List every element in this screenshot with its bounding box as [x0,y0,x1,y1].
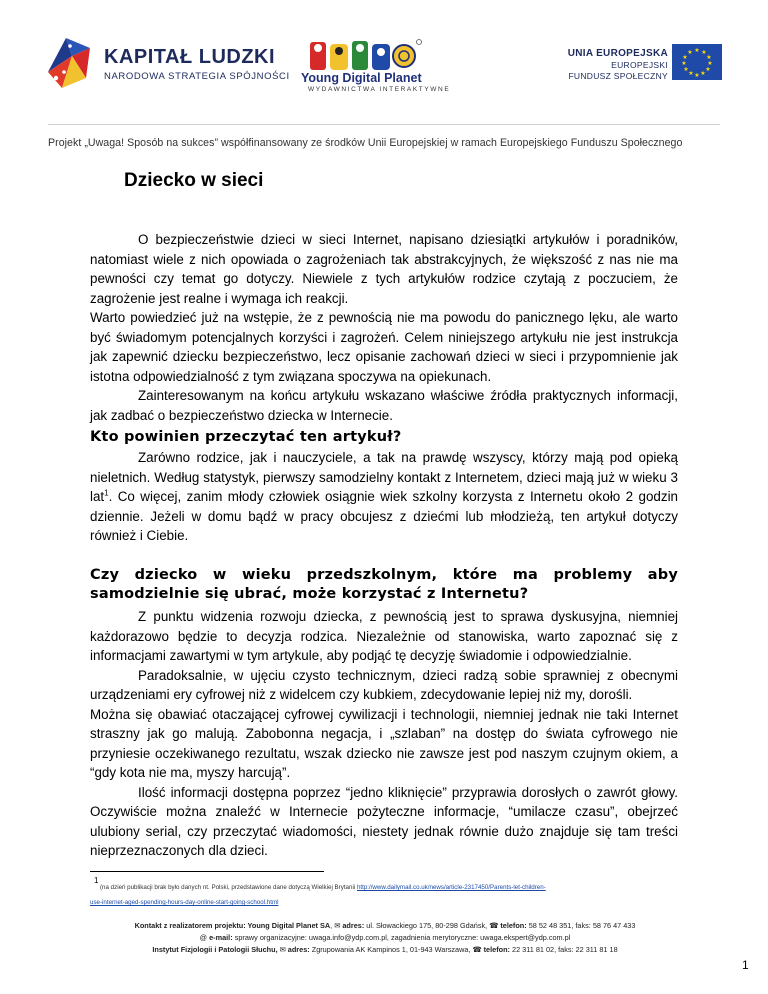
section-1-text [90,448,678,546]
svg-text:★: ★ [682,54,688,61]
eu-flag-icon [672,44,722,80]
ydp-logo-name: Young Digital Planet [301,71,422,85]
project-funding-line: Projekt „Uwaga! Sposób na sukces” współfinansowany ze środków Unii Europejskiej w ramach Europejskiego Funduszu Społecznego [48,137,683,149]
contact-address-label: adres: [342,921,365,930]
intro-text [90,230,678,425]
ydp-logo-tagline: WYDAWNICTWA INTERAKTYWNE [308,86,451,93]
phone-icon: ☎ [489,921,499,930]
contact-institute-phone-label: telefon: [483,945,510,954]
footnote-divider [90,871,324,872]
phone-icon: ☎ [472,945,482,954]
svg-text:★: ★ [694,72,700,79]
contact-email: sprawy organizacyjne: uwaga.info@ydp.com.pl, zagadnienia merytoryczne: uwaga.ekspert@ydp.com.pl [234,933,571,942]
section-2-paragraph-4: Ilość informacji dostępna poprzez “jedno kliknięcie” przyprawia dorosłych o zawrót głowy. Oczywiście można znaleźć w Internecie pożyteczne informacje, “umilacze czasu”, obejrzeć ulubiony serial, czy przeczytać wiadomości, niestety jednak równie dużo znajduje się tam treści nieprzeznaczonych dla dzieci. [90,784,678,858]
eu-line-1: UNIA EUROPEJSKA [567,48,668,59]
section-1-paragraph [90,448,678,546]
contact-email-label: e-mail: [209,933,233,942]
page-number: 1 [742,958,749,972]
intro-paragraph-2: Warto powiedzieć już na wstępie, że z pewnością nie ma powodu do panicznego lęku, ale warto być świadomym potencjalnych korzyści i zagrożeń. Celem niniejszego artykułu nie jest instrukcja jak zapewnić dziecku bezpieczeństwo, lecz opisanie zachowań dzieci w sieci i przypomnienie jak istotna odpowiedzialność z tym związana spoczywa na opiekunach. [90,310,678,384]
at-icon: @ [199,933,208,942]
svg-text:★: ★ [705,66,711,73]
svg-text:★: ★ [700,70,706,77]
svg-text:★: ★ [706,54,712,61]
section-2-text [90,607,678,861]
header-divider [48,124,720,125]
svg-text:★: ★ [683,66,689,73]
svg-text:★: ★ [701,49,707,56]
contact-institute-address-label: adres: [287,945,310,954]
contact-organizer-label: Kontakt z realizatorem projektu: Young Digital Planet SA [134,921,331,930]
svg-text:★: ★ [687,49,693,56]
section-1-heading: Kto powinien przeczytać ten artykuł? [90,429,402,445]
footnote-link-line-1[interactable]: http://www.dailymail.co.uk/news/article-2317450/Parents-let-children- [356,884,546,891]
eu-line-2: EUROPEJSKI [611,60,668,70]
section-2-paragraph-1: Z punktu widzenia rozwoju dziecka, z pewnością jest to sprawa dyskusyjna, niemniej każdorazowo będzie to decyzja rodzica. Niezależnie od stanowiska, warto zapoznać się z informacjami zawartymi w tym artykule, aby podjąć tę decyzję świadomie i odpowiedzialnie. [90,609,678,663]
intro-paragraph-3: Zainteresowanym na końcu artykułu wskazano właściwe źródła praktycznych informacji, jak zadbać o bezpieczeństwo dziecka w Internecie. [90,388,678,423]
svg-text:★: ★ [707,60,713,67]
section-2-heading-line-1: Czy dziecko w wieku przedszkolnym, które ma problemy aby [90,567,678,583]
contact-institute-label: Instytut Fizjologii i Patologii Słuchu, [152,945,278,954]
footnote-number: 1 [94,876,99,885]
footnote-reference: 1 [104,488,109,498]
intro-paragraph-1: O bezpieczeństwie dzieci w sieci Internet, napisano dziesiątki artykułów i poradników, natomiast wiele z nich opowiada o zagrożeniach tak abstrakcyjnych, że większość z nas nie ma pewności czy temat go dotyczy. Niewiele z tych artykułów rodzice czytają z poczuciem, że zagrożenie jest realne i wymaga ich reakcji. [90,232,678,306]
section-2-paragraph-2: Paradoksalnie, w ujęciu czysto technicznym, dzieci radzą sobie sprawniej z obecnymi urządzeniami ery cyfrowej niż z widelcem czy kubkiem, zdecydowanie lepiej niż my, dorośli. [90,667,678,702]
section-1-text-end: . Co więcej, zanim młody człowiek osiągnie wiek szkolny korzysta z Internetu około 2 godzin dziennie. Jeżeli w domu bądź w pracy obcujesz z dziećmi lub młodzieżą, ten artykuł dotyczy również i Ciebie. [90,489,678,543]
document-title: Dziecko w sieci [124,170,264,191]
section-2-heading-line-2: samodzielnie się ubrać, może korzystać z Internetu? [90,586,529,602]
footnote-description: (na dzień publikacji brak było danych nt. Polski, przedstawione dane dotyczą Wielkiej Brytanii [100,884,356,891]
eu-logo-text [548,48,668,81]
contact-address: ul. Słowackiego 175, 80-298 Gdańsk, [366,921,488,930]
kapital-ludzki-subtitle: NARODOWA STRATEGIA SPÓJNOŚCI [104,71,290,82]
envelope-icon: ✉ [279,945,286,954]
envelope-icon: ✉ [334,921,341,930]
contact-line-3 [40,944,730,956]
svg-text:★: ★ [694,47,700,54]
footnote-text [90,880,690,910]
ydp-mascots-logo-icon [306,38,424,74]
kapital-ludzki-title: KAPITAŁ LUDZKI [104,46,276,68]
contact-line-2 [40,932,730,944]
contact-line-1: Kontakt z realizatorem projektu: Young Digital Planet SA, ✉ adres: ul. Słowackiego 175, 80-298 Gdańsk, ☎ telefon: 58 52 48 351, faks: 58 76 47 433 [134,921,636,930]
section-2-paragraph-3: Można się obawiać otaczającej cyfrowej cywilizacji i technologii, niemniej jednak nie taki Internet straszny jak go malują. Zabobonna negacja, i „szlaban” na dostęp do świata cyfrowego nie przyniesie oczekiwanego rezultatu, wszak dziecko nie zawsze jest pod naszym czujnym okiem, a “gdy kota nie ma, myszy harcują”. [90,706,678,780]
kapital-ludzki-logo-icon [42,32,94,90]
contact-phone-label: telefon: [500,921,527,930]
contact-institute-phone: 22 311 81 02, faks: 22 311 81 18 [512,945,618,954]
svg-text:★: ★ [688,70,694,77]
eu-line-3: FUNDUSZ SPOŁECZNY [568,71,668,81]
contact-institute-address: Zgrupowania AK Kampinos 1, 01-943 Warszawa, [311,945,471,954]
contact-phone: 58 52 48 351, faks: 58 76 47 433 [528,921,636,930]
footnote-link-line-2[interactable]: use-internet-aged-spending-hours-day-online-start-going-school.html [90,899,279,906]
svg-text:★: ★ [681,60,687,67]
section-1-text-start: Zarówno rodzice, jak i nauczyciele, a tak na prawdę wszyscy, którzy mają pod opieką nieletnich. Według statystyk, pierwszy samodzielny kontakt z Internetem, dzieci mają już w wieku 3 lat [90,450,678,504]
